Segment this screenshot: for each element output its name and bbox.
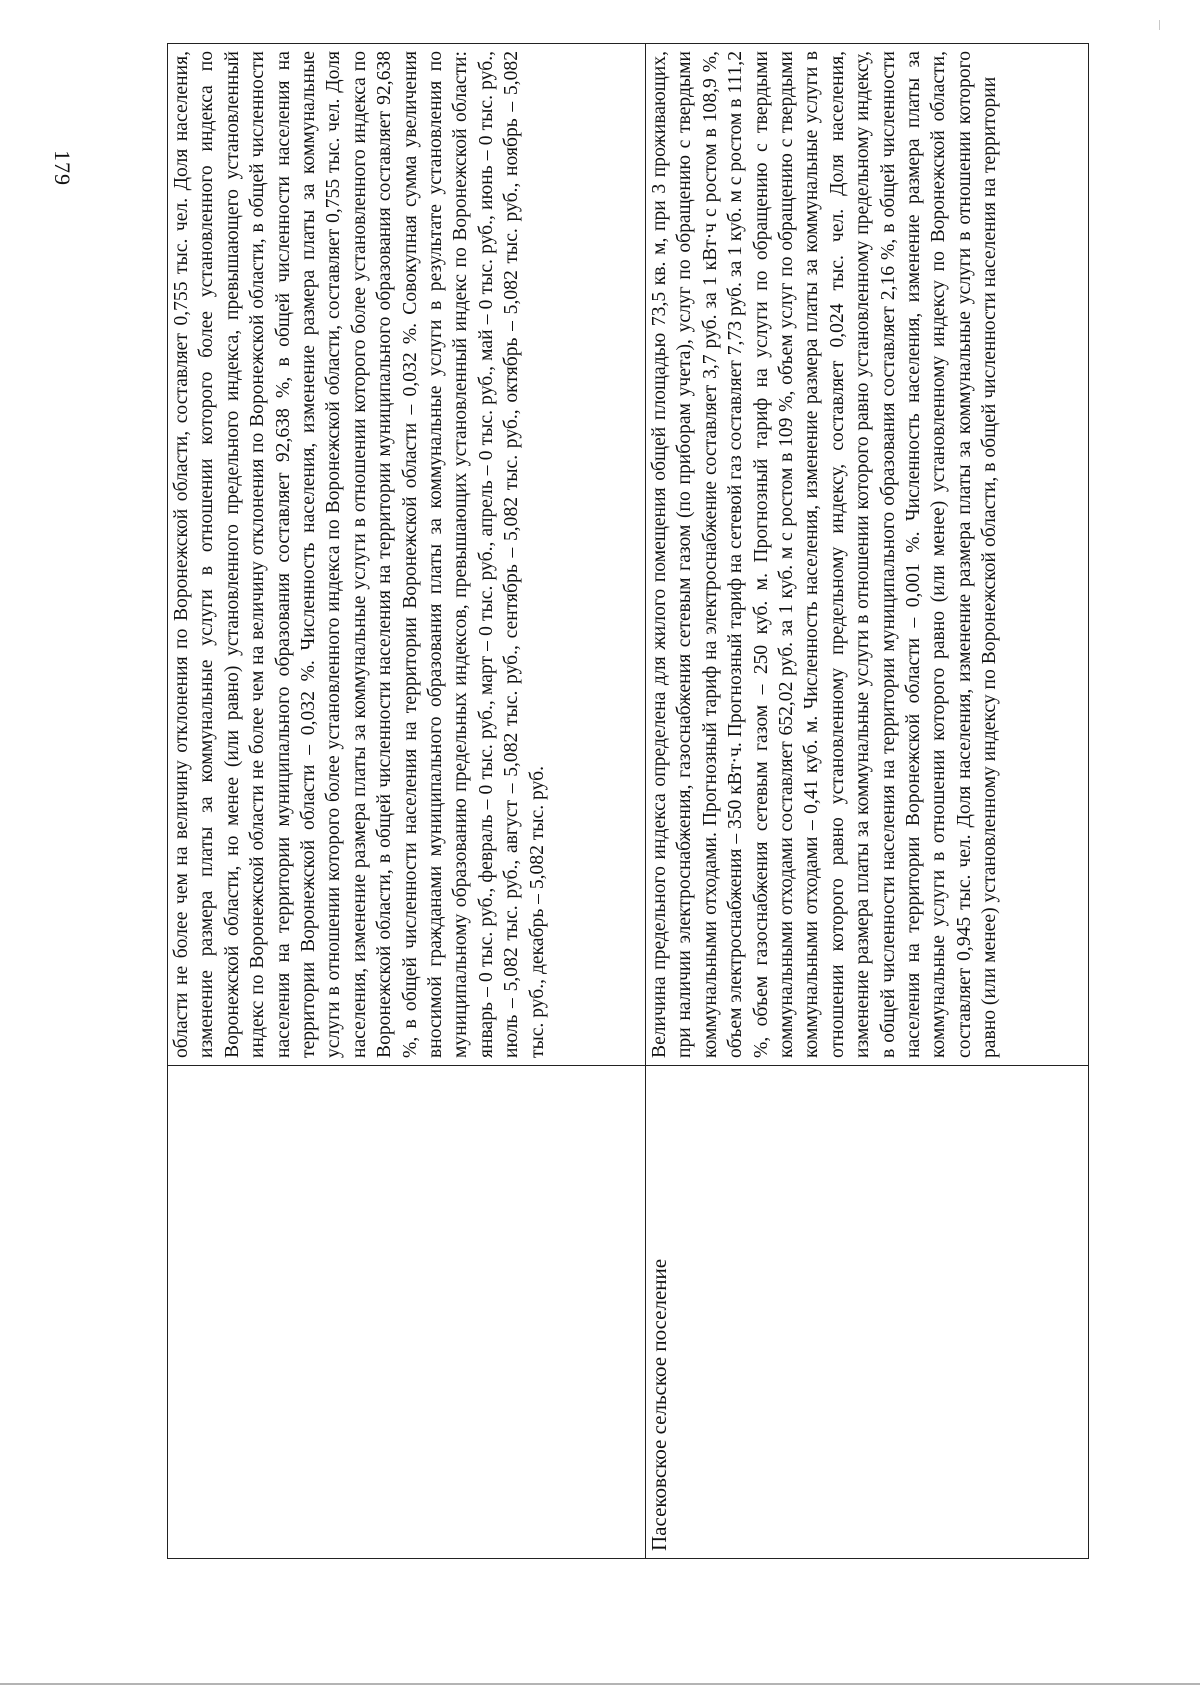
page-bottom-rule: [0, 1683, 1200, 1685]
municipality-name-cell: [168, 1066, 646, 1559]
rotated-table-frame: [167, 43, 1088, 1559]
table-row: [168, 44, 646, 1559]
municipal-index-table: [167, 43, 1089, 1559]
description-cell: области не более чем на величину отклонения по Воронежской области, составляет 0,755 тыс. чел. Доля населения, изменение размера платы за коммунальные услуги в отношении которого более установленного индекса по Воронежской области, но менее (или равно) установленного предельного индекса, превышающего установленный индекс по Воронежской области не более чем на величину отклонения по Воронежской области, в общей численности населения на территории муниципального образования составляет 92,638 %, в общей численности населения на территории Воронежской области – 0,032 %. Численность населения, изменение размера платы за коммунальные услуги в отношении которого более установленного индекса по Воронежской области, составляет 0,755 тыс. чел. Доля населения, изменение размера платы за коммунальные услуги в отношении которого более установленного индекса по Воронежской области, в общей численности населения на территории муниципального образования составляет 92,638 %, в общей численности населения на территории Воронежской области – 0,032 %. Совокупная сумма увеличения вносимой гражданами муниципального образования платы за коммунальные услуги в результате установления по муниципальному образованию предельных индексов, превышающих установленный индекс по Воронежской области: январь – 0 тыс. руб., февраль – 0 тыс. руб., март – 0 тыс. руб., апрель – 0 тыс. руб., май – 0 тыс. руб., июнь – 0 тыс. руб., июль – 5,082 тыс. руб., август – 5,082 тыс. руб., сентябрь – 5,082 тыс. руб., октябрь – 5,082 тыс. руб., ноябрь – 5,082 тыс. руб., декабрь – 5,082 тыс. руб.: [168, 44, 646, 1066]
page-number: 179: [50, 150, 75, 186]
table-row: [646, 44, 1089, 1559]
municipality-name-cell: Пасековское сельское поселение: [646, 1066, 1089, 1559]
description-cell: Величина предельного индекса определена для жилого помещения общей площадью 73,5 кв. м, при 3 проживающих, при наличии электроснабжения, газоснабжения сетевым газом (по приборам учета), услуг по обращению с твердыми коммунальными отходами. Прогнозный тариф на электроснабжение составляет 3,7 руб. за 1 кВт·ч с ростом в 108,9 %, объем электроснабжения – 350 кВт·ч. Прогнозный тариф на сетевой газ составляет 7,73 руб. за 1 куб. м с ростом в 111,2 %, объем газоснабжения сетевым газом – 250 куб. м. Прогнозный тариф на услуги по обращению с твердыми коммунальными отходами составляет 652,02 руб. за 1 куб. м с ростом в 109 %, объем услуг по обращению с твердыми коммунальными отходами – 0,41 куб. м. Численность населения, изменение размера платы за коммунальные услуги в отношении которого равно установленному предельному индексу, составляет 0,024 тыс. чел. Доля населения, изменение размера платы за коммунальные услуги в отношении которого равно установленному предельному индексу, в общей численности населения на территории муниципального образования составляет 2,16 %, в общей численности населения на территории Воронежской области – 0,001 %. Численность населения, изменение размера платы за коммунальные услуги в отношении которого равно (или менее) установленному индексу по Воронежской области, составляет 0,945 тыс. чел. Доля населения, изменение размера платы за коммунальные услуги в отношении которого равно (или менее) установленному индексу по Воронежской области, в общей численности населения на территории: [646, 44, 1089, 1066]
scan-mark: [1159, 20, 1160, 30]
